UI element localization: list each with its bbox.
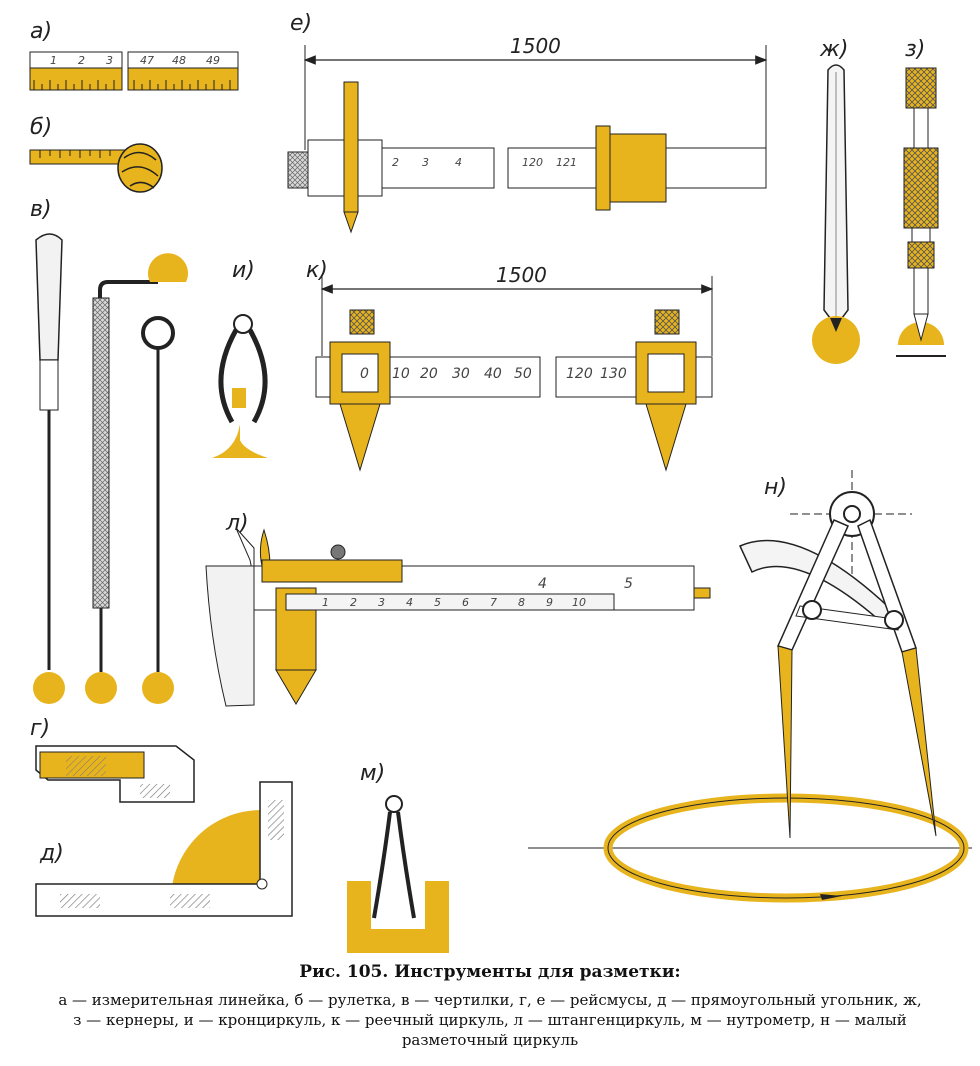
- vernier-tick: 7: [490, 596, 497, 609]
- marking-gauge: [36, 746, 194, 802]
- scriber-bent: [85, 253, 188, 704]
- inside-caliper: [347, 796, 449, 953]
- vernier-tick: 4: [406, 596, 413, 609]
- dimension-label: 1500: [510, 34, 561, 58]
- trammel: [316, 263, 712, 470]
- label-a: а): [30, 19, 53, 44]
- ruler-tick: 49: [206, 54, 220, 67]
- label-n: н): [764, 475, 787, 500]
- scriber-ring: [142, 318, 174, 704]
- trammel-tick: 0: [360, 366, 369, 382]
- label-g: г): [30, 716, 51, 741]
- center-punch: [812, 65, 860, 364]
- vernier-tick: 3: [378, 596, 385, 609]
- gauge-tick: 2: [392, 156, 399, 169]
- vernier-tick: 1: [322, 596, 329, 609]
- ruler-tick: 3: [106, 54, 113, 67]
- gauge-tick: 4: [455, 156, 462, 169]
- label-v: в): [30, 197, 52, 222]
- label-e: е): [290, 11, 313, 36]
- gauge-tick: 121: [556, 156, 577, 169]
- trammel-tick: 40: [484, 366, 502, 382]
- trammel-tick: 120: [566, 366, 593, 382]
- label-l: л): [226, 511, 249, 536]
- figure-caption-description: а — измерительная линейка, б — рулетка, в — чертилки, г, е — рейсмусы, д — прямоугольный угольник, ж, з — кернеры, и — кронциркуль, к — реечный циркуль, л — штангенциркуль, м — нутрометр, н — малый разметочный циркуль: [58, 991, 922, 1049]
- outside-caliper: [212, 315, 268, 458]
- automatic-center-punch: [896, 68, 946, 356]
- marking-compass: [528, 470, 972, 900]
- measuring-ruler: [30, 52, 238, 90]
- figure-caption-title: Рис. 105. Инструменты для разметки:: [299, 962, 681, 982]
- ruler-tick: 47: [140, 54, 154, 67]
- vernier-tick: 6: [462, 596, 469, 609]
- trammel-tick: 130: [600, 366, 627, 382]
- dimension-label: 1500: [496, 263, 547, 287]
- label-i: и): [232, 258, 255, 283]
- label-b: б): [30, 115, 53, 140]
- label-m: м): [360, 761, 386, 786]
- gauge-tick: 3: [422, 156, 429, 169]
- vernier-caliper: [206, 528, 710, 706]
- trammel-tick: 20: [420, 366, 438, 382]
- vernier-tick: 10: [572, 596, 586, 609]
- label-k: к): [306, 258, 328, 283]
- label-z: з): [905, 37, 926, 62]
- scriber-handle: [33, 234, 65, 704]
- label-d: д): [40, 841, 64, 866]
- label-zh: ж): [820, 37, 849, 62]
- trammel-tick: 50: [514, 366, 532, 382]
- ruler-tick: 48: [172, 54, 186, 67]
- vernier-tick: 9: [546, 596, 553, 609]
- vernier-tick: 2: [350, 596, 357, 609]
- surface-gauge-beam: [288, 34, 766, 232]
- gauge-tick: 120: [522, 156, 543, 169]
- caliper-main-tick: 5: [624, 576, 633, 592]
- trammel-tick: 30: [452, 366, 470, 382]
- vernier-tick: 8: [518, 596, 525, 609]
- vernier-tick: 5: [434, 596, 441, 609]
- tape-measure: [30, 144, 162, 192]
- caliper-main-tick: 4: [538, 576, 547, 592]
- ruler-tick: 1: [50, 54, 57, 67]
- ruler-tick: 2: [78, 54, 85, 67]
- trammel-tick: 10: [392, 366, 410, 382]
